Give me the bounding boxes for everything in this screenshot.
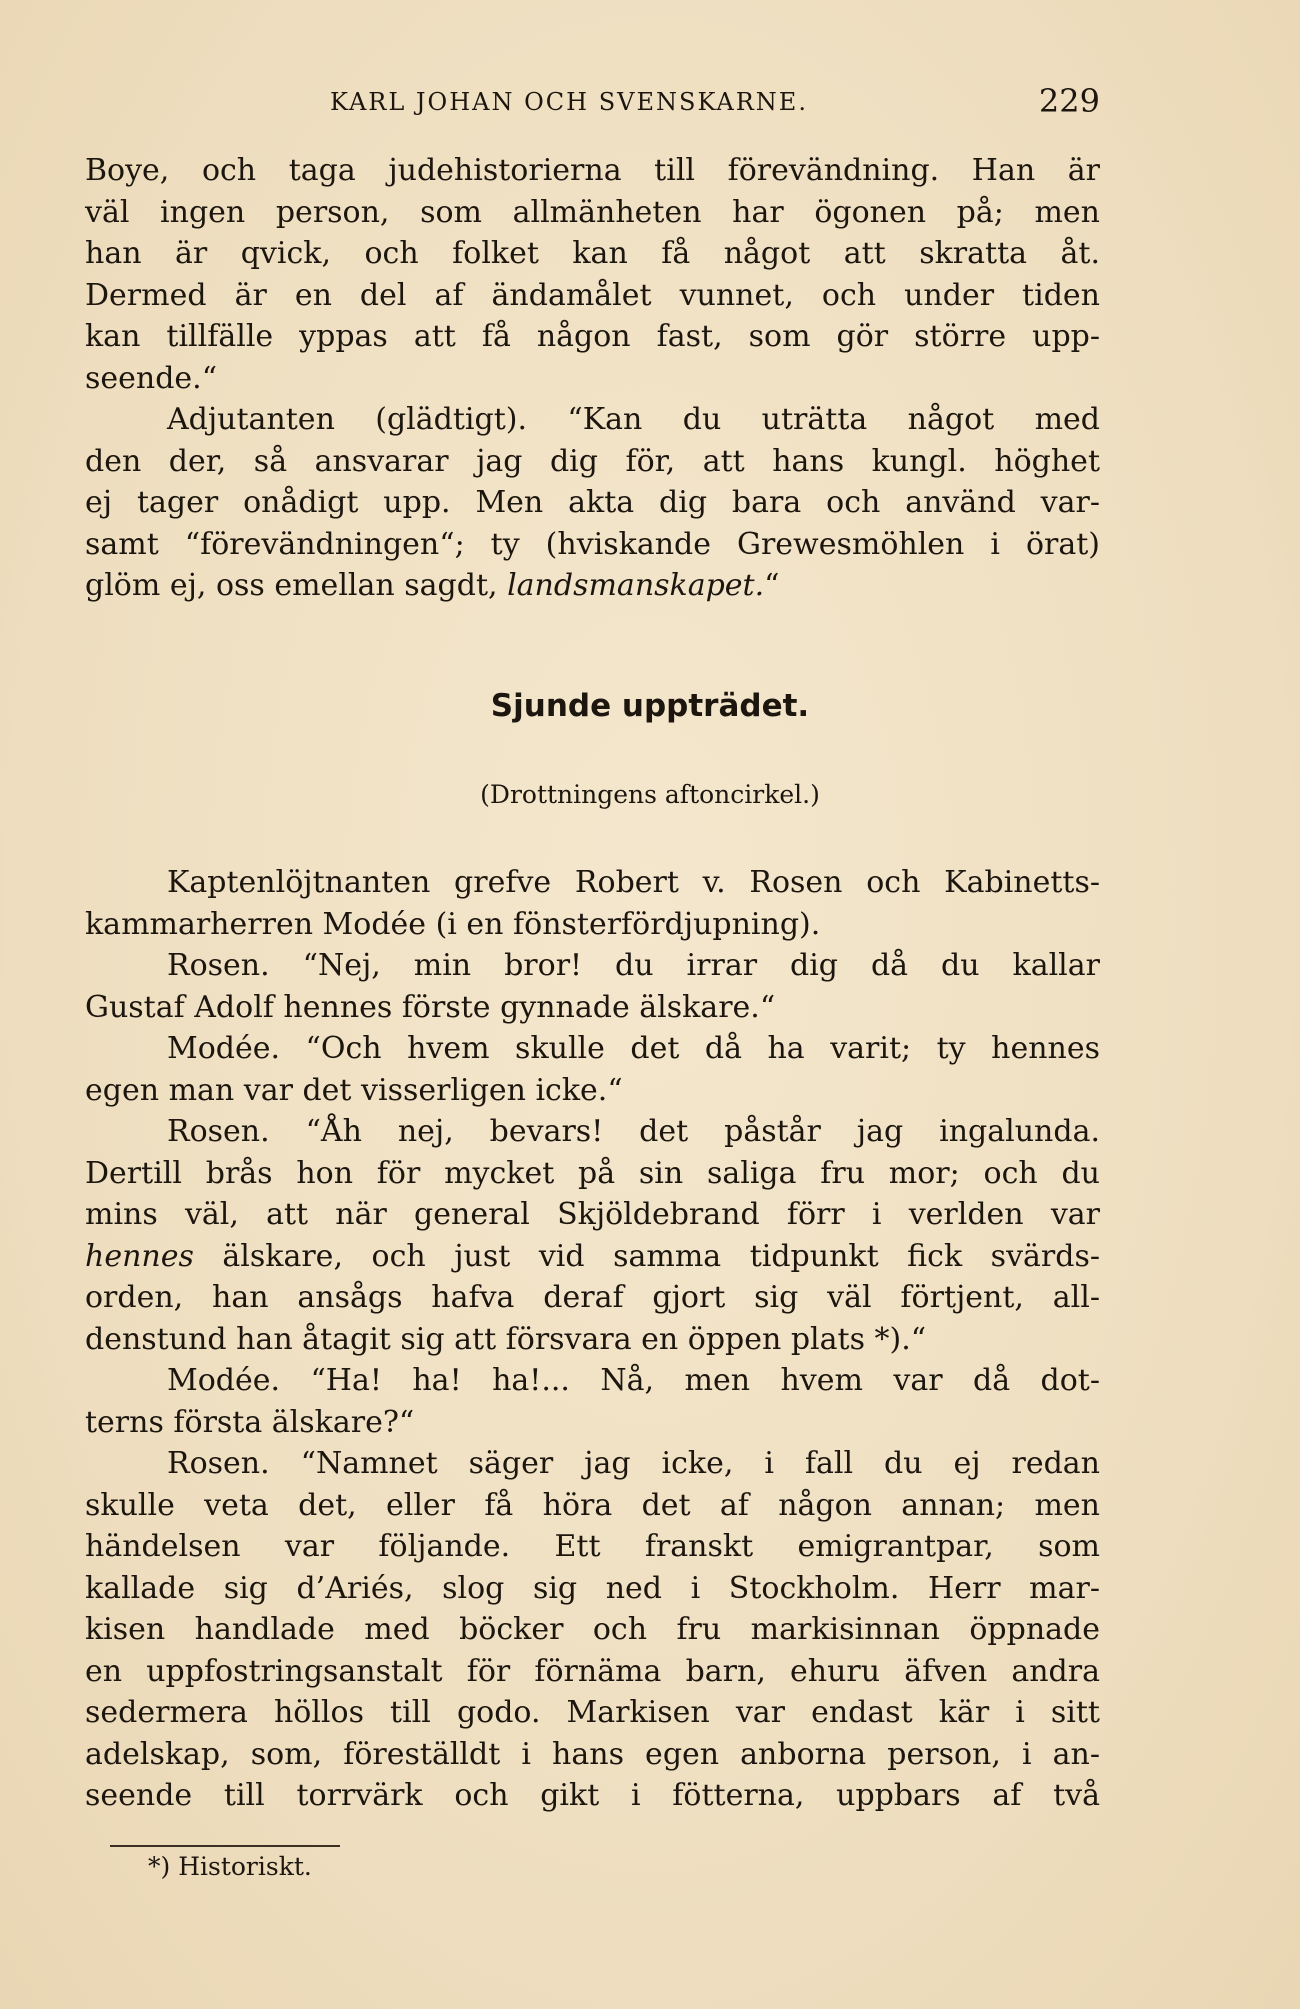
- text-line: kallade sig d’Ariés, slog sig ned i Stockholm. Herr mar-: [85, 1570, 1100, 1606]
- text-line: Boye, och taga judehistorierna till förevändning. Han är: [85, 153, 1100, 188]
- italic-word: landsmanskapet.: [507, 568, 765, 603]
- text-line: Dermed är en del af ändamålet vunnet, och under tiden: [85, 277, 1100, 313]
- text-line: sedermera höllos till godo. Markisen var endast kär i sitt: [85, 1695, 1100, 1730]
- text-line: Kaptenlöjtnanten grefve Robert v. Rosen och Kabinetts-: [167, 865, 1100, 900]
- text-line: seende till torrvärk och gikt i fötterna, uppbars af två: [85, 1778, 1100, 1813]
- text-line: [85, 1236, 1100, 1278]
- text-line: skulle veta det, eller få höra det af någon annan; men: [85, 1487, 1100, 1523]
- page-header: [85, 82, 1100, 126]
- text-line: kan tillfälle yppas att få någon fast, som gör större upp-: [85, 319, 1100, 354]
- text-line: Rosen. “Nej, min bror! du irrar dig då du kallar: [167, 948, 1100, 983]
- text-line: [85, 565, 1100, 607]
- text-line: händelsen var följande. Ett franskt emigrantpar, som: [85, 1529, 1100, 1564]
- text-line: Gustaf Adolf hennes förste gynnade älskare.“: [85, 989, 776, 1025]
- footnote: *) Historiskt.: [148, 1852, 312, 1881]
- text-line: seende.“: [85, 360, 218, 396]
- text-line: adelskap, som, föreställdt i hans egen anborna person, i an-: [85, 1736, 1100, 1772]
- scene-setting: (Drottningens aftoncirkel.): [480, 780, 820, 809]
- text-line: Rosen. “Åh nej, bevars! det påstår jag ingalunda.: [167, 1114, 1100, 1149]
- text-line: ej tager onådigt upp. Men akta dig bara och använd var-: [85, 485, 1100, 520]
- text-line: samt “förevändningen“; ty (hviskande Grewesmöhlen i örat): [85, 526, 1100, 562]
- text-line: Modée. “Ha! ha! ha!... Nå, men hvem var då dot-: [167, 1363, 1100, 1398]
- text-line: denstund han åtagit sig att försvara en öppen plats *).“: [85, 1321, 927, 1357]
- italic-word: hennes: [85, 1238, 194, 1274]
- text-line: Dertill brås hon för mycket på sin saliga fru mor; och du: [85, 1155, 1100, 1191]
- text-line: Modée. “Och hvem skulle det då ha varit; ty hennes: [167, 1031, 1100, 1066]
- text-line: egen man var det visserligen icke.“: [85, 1072, 623, 1108]
- text-line: kisen handlade med böcker och fru markisinnan öppnade: [85, 1612, 1100, 1647]
- text-line: kammarherren Modée (i en fönsterfördjupning).: [85, 906, 821, 942]
- text-segment: “: [764, 568, 780, 603]
- text-line: en uppfostringsanstalt för förnäma barn, ehuru äfven andra: [85, 1653, 1100, 1689]
- text-line: väl ingen person, som allmänheten har ögonen på; men: [85, 194, 1100, 230]
- text-line: den der, så ansvarar jag dig för, att hans kungl. höghet: [85, 443, 1100, 479]
- text-line: orden, han ansågs hafva deraf gjort sig väl förtjent, all-: [85, 1280, 1100, 1315]
- text-segment: glöm ej, oss emellan sagdt,: [85, 568, 508, 603]
- text-line: Adjutanten (glädtigt). “Kan du uträtta något med: [167, 402, 1100, 437]
- text-line: han är qvick, och folket kan få något att skratta åt.: [85, 236, 1100, 271]
- text-line: mins väl, att när general Skjöldebrand förr i verlden var: [85, 1197, 1100, 1232]
- text-block-bottom: [85, 862, 1100, 1817]
- page-number: 229: [1038, 82, 1100, 120]
- text-line: terns första älskare?“: [85, 1404, 415, 1440]
- footnote-rule: [110, 1845, 340, 1847]
- running-head: KARL JOHAN OCH SVENSKARNE.: [330, 88, 808, 116]
- text-block-top: [85, 150, 1100, 607]
- scene-title: Sjunde uppträdet.: [490, 688, 810, 724]
- text-segment: älskare, och just vid samma tidpunkt fick svärds-: [193, 1238, 1100, 1274]
- text-line: Rosen. “Namnet säger jag icke, i fall du ej redan: [167, 1446, 1100, 1481]
